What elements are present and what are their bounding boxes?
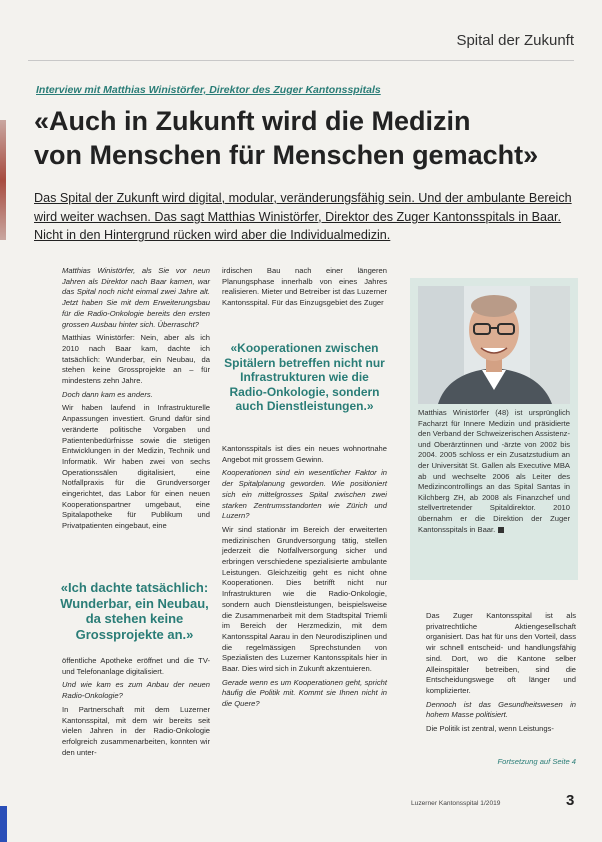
pull-quote: «Ich dachte tatsächlich: Wunderbar, ein Neubau, da stehen keine Grossprojekte an.» — [60, 580, 209, 642]
interview-answer: Wir sind stationär im Bereich der erweiterten medizinischen Grundversorgung tätig, stellen jederzeit die Notfallversorgung sicher und erbringen verschiedene spezialisierte ambulante Leistungen. Gleichzeitig geht es nicht ohne Kooperationen. Dies betrifft nicht nur Infrastrukturen wie die Radio-Onkologie, sondern auch Dienstleistungen, beispielsweise die Zusammenarbeit mit dem Stadtspital Triemli im Bereich der Herzmedizin, mit dem Kantonsspital Aarau in den Neurodisziplinen und die regelmässigen Sprechstunden von Spezialisten des Luzerner Kantonsspitals hier in Baar. Dies wird sich in Zukunft akzentuieren. — [222, 524, 387, 674]
interview-question: Doch dann kam es anders. — [62, 389, 153, 399]
column-1 — [62, 266, 210, 535]
interview-question: Matthias Winistörfer, als Sie vor neun Jahren als Direktor nach Baar kamen, war das Spital noch nicht einmal zwei Jahre alt. Jetzt haben Sie mit dem Erweiterungsbau für die Radio-Onkologie bereits den ersten grossen Ausbau hinter sich. Überrascht? — [62, 266, 210, 329]
caption-text: Matthias Winistörfer (48) ist ursprünglich Facharzt für Innere Medizin und präsidierte den Verband der Schweizerischen Assistenz- und Oberärztinnen und -ärzte von 2002 bis 2004. 2005 schloss er ein Zusatzstudium an der Universität St. Gallen als Executive MBA ab und wechselte 2006 als Leiter des Medizincontrollings an das Spital Santas in Kilchberg ZH, ab 2008 als Finanzchef und stellvertretender Spitaldirektor. 2010 übernahm er die Direktion der Zuger Kantonsspitals in Baar. — [418, 408, 570, 534]
interview-answer: Matthias Winistörfer: Nein, aber als ich 2010 nach Baar kam, dachte ich tatsächlich: Wunderbar, ein Neubau, da stehen keine Grossprojekte an – für mindestens zehn Jahre. — [62, 333, 210, 386]
header-rule — [28, 60, 574, 61]
portrait-photo — [418, 286, 570, 404]
column-2 — [222, 266, 387, 312]
headline-line: von Menschen für Menschen gemacht» — [34, 140, 539, 170]
portrait-caption — [418, 408, 570, 535]
article-kicker: Interview mit Matthias Winistörfer, Direktor des Zuger Kantonsspitals — [36, 84, 381, 96]
article-headline — [34, 104, 579, 172]
interview-answer: irdischen Bau nach einer längeren Planungsphase innerhalb von eines Jahres realisieren. Mieter und Betreiber ist das Luzerner Kantonsspital. Für das Einzugsgebiet des Zuger — [222, 266, 387, 308]
page-edge-mark — [0, 806, 7, 842]
interview-question: Gerade wenn es um Kooperationen geht, spricht häufig die Politik mit. Kommt sie Ihnen nicht in die Quere? — [222, 677, 387, 709]
interview-question: Dennoch ist das Gesundheitswesen in hohem Masse politisiert. — [426, 699, 576, 720]
pull-quote: «Kooperationen zwischen Spitälern betreffen nicht nur Infrastrukturen wie die Radio-Onkologie, sondern auch Dienstleistungen.» — [224, 341, 385, 414]
interview-answer: Wir haben laufend in Infrastrukturelle Anpassungen investiert. Grund dafür sind veränderte politische Vorgaben und Patientenbedürfnisse sowie die stetigen Entwicklungen in der Medizin, Technik und Informatik. Wir haben zwei von sechs Operationssälen digitalisiert, eine Notfallpraxis für die Grundversorger eingerichtet, das Labor für einen neuen Kooperationspartner umgebaut, eine Spitalapotheke für Publikum und Privatpatienten eingebaut, eine — [62, 403, 210, 531]
interview-question: Kooperationen sind ein wesentlicher Faktor in der Spitalplanung geworden. Wie positioniert sich ein mittelgrosses Spital zwischen zwei starken Zentrumsstandorten wie Zürich und Luzern? — [222, 468, 387, 521]
page-edge-mark — [0, 120, 6, 240]
column-1-continued — [62, 656, 210, 761]
section-title: Spital der Zukunft — [456, 32, 574, 49]
interview-answer: Die Politik ist zentral, wenn Leistungs- — [426, 724, 554, 734]
publication-footer: Luzerner Kantonsspital 1/2019 — [411, 800, 501, 807]
interview-answer: Kantonsspitals ist dies ein neues wohnortnahe Angebot mit grossem Gewinn. — [222, 444, 387, 464]
interview-answer: Das Zuger Kantonsspital ist als privatrechtliche Aktiengesellschaft organisiert. Das hat für uns den Vorteil, dass wir schnell entscheid- und handlungsfähig sind. Dort, wo die Kantone selber Alleinspitäler betreiben, sind die Entscheidungswege oft länger und komplizierter. — [426, 611, 576, 695]
column-3 — [426, 611, 576, 738]
portrait-illustration — [418, 286, 570, 404]
end-mark-icon — [498, 527, 504, 533]
article-lead: Das Spital der Zukunft wird digital, modular, veränderungsfähig sein. Und der ambulante Bereich wird weiter wachsen. Das sagt Matthias Winistörfer, Direktor des Zuger Kantonsspitals in Baar. Nicht in den Hintergrund rücken wird aber die Individualmedizin. — [34, 191, 572, 243]
interview-question: Und wie kam es zum Anbau der neuen Radio-Onkologie? — [62, 680, 210, 701]
interview-answer: In Partnerschaft mit dem Luzerner Kantonsspital, mit dem wir bereits seit vielen Jahren in der Radio-Onkologie erfolgreich zusammenarbeiten, konnten wir den unter- — [62, 704, 210, 757]
interview-answer: öffentliche Apotheke eröffnet und die TV- und Telefonanlage digitalisiert. — [62, 656, 210, 676]
headline-line: «Auch in Zukunft wird die Medizin — [34, 106, 471, 136]
column-2-continued — [222, 444, 387, 713]
page-number: 3 — [566, 792, 575, 809]
continuation-note: Fortsetzung auf Seite 4 — [497, 757, 576, 766]
